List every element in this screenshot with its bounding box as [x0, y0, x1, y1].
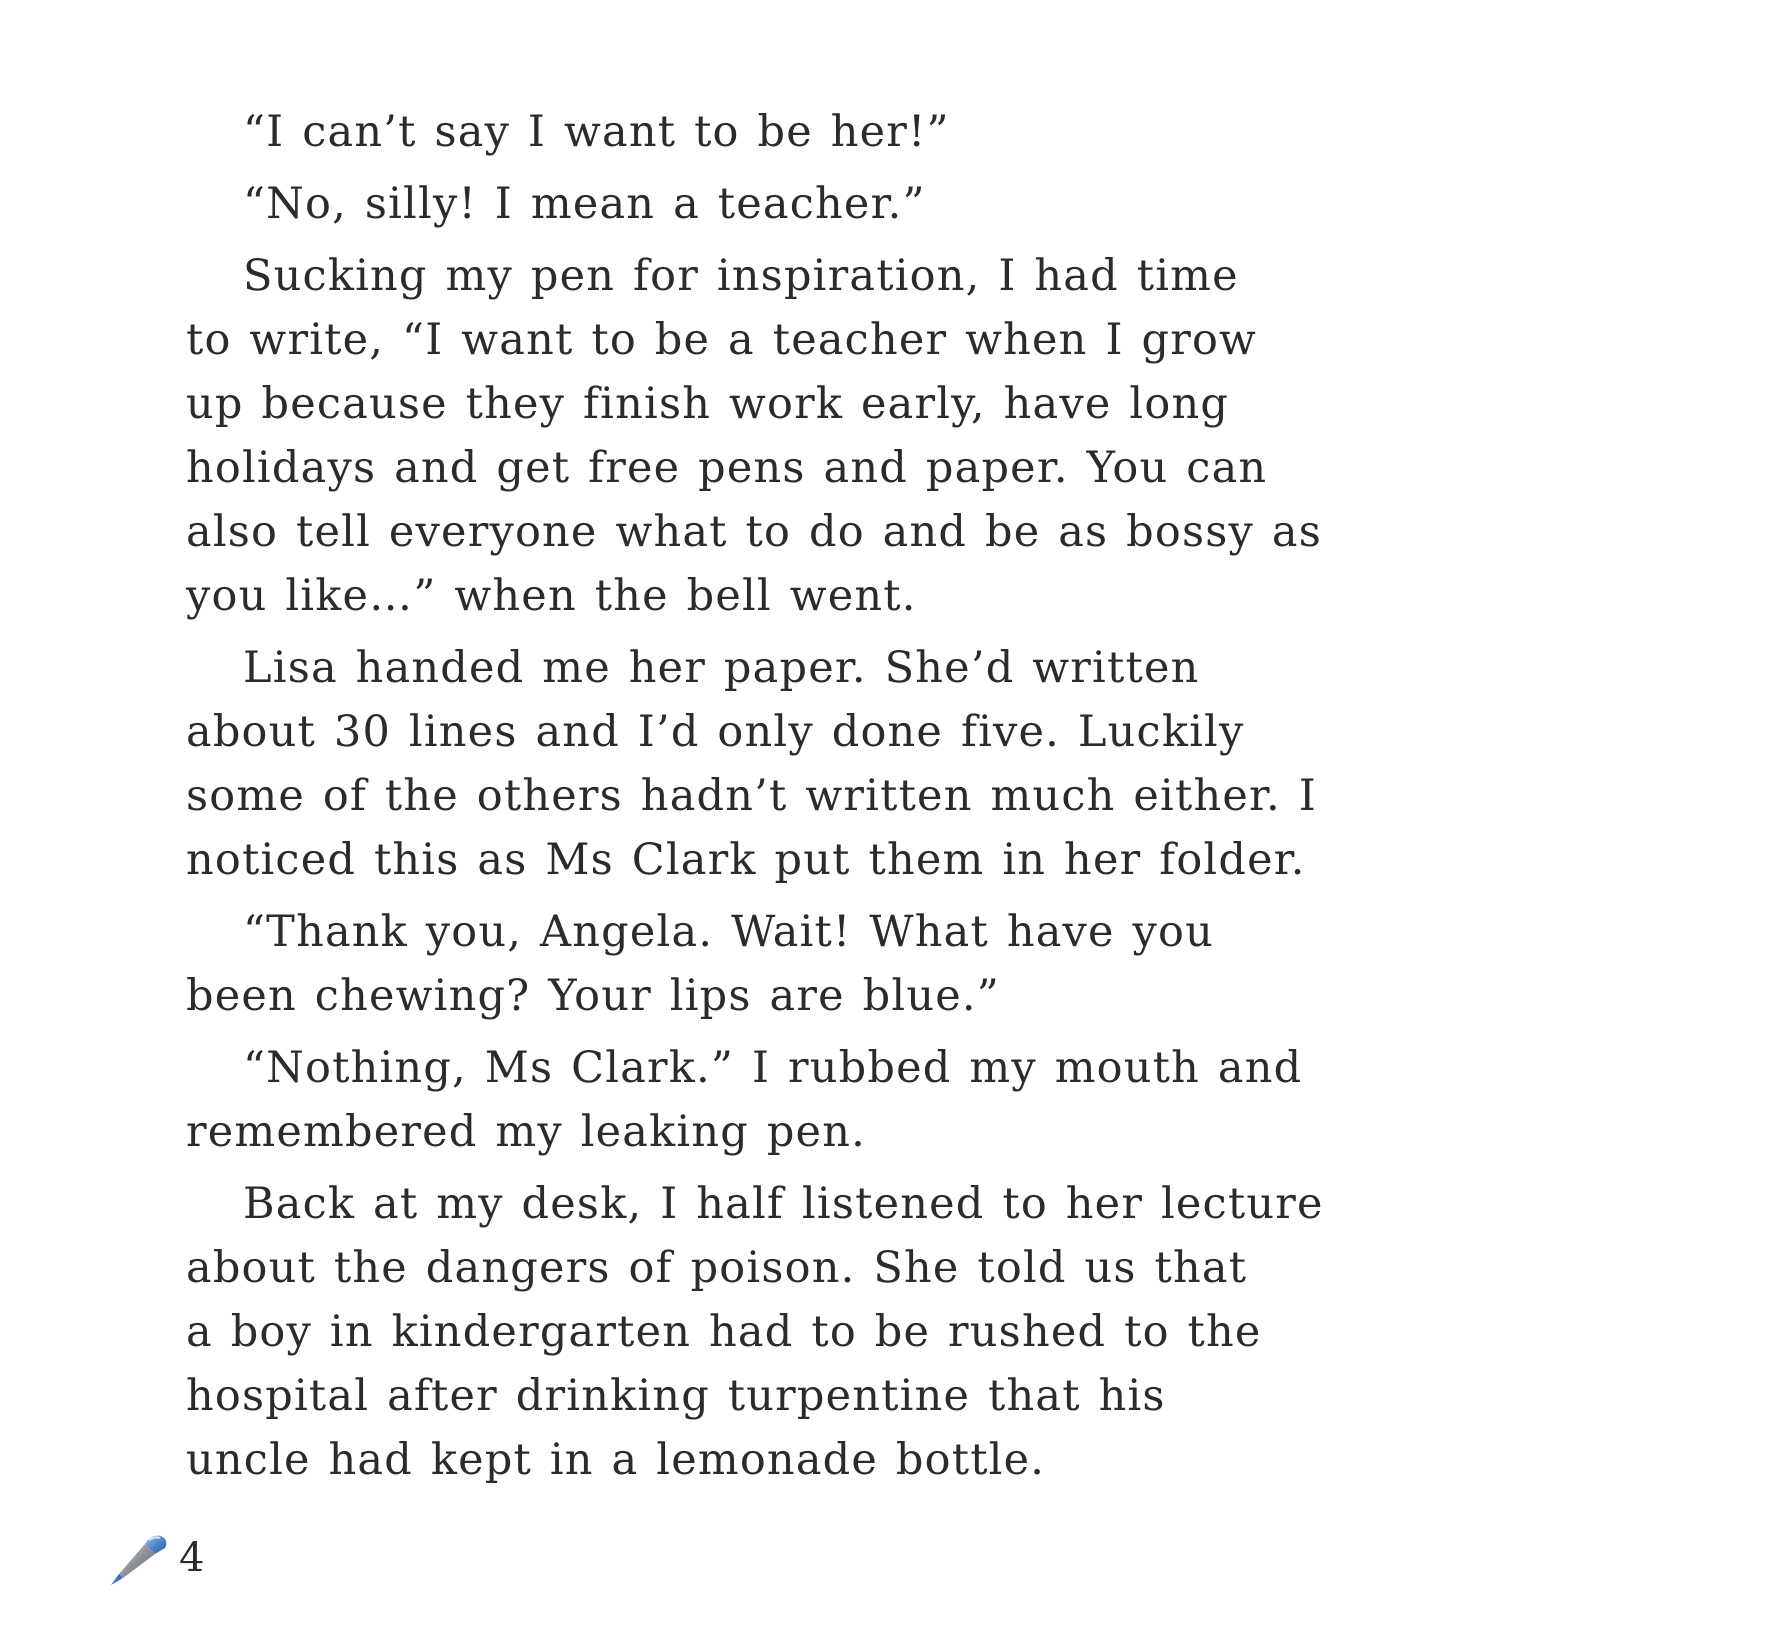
- paragraph-7: [186, 1172, 1646, 1492]
- text-line: been chewing? Your lips are blue.”: [186, 971, 1000, 1021]
- text-line: Lisa handed me her paper. She’d written: [243, 643, 1200, 693]
- text-line: about 30 lines and I’d only done five. Luckily: [186, 707, 1245, 757]
- text-line: up because they finish work early, have long: [186, 379, 1230, 429]
- paragraph-2: [186, 172, 1646, 236]
- text-line: “Thank you, Angela. Wait! What have you: [243, 907, 1215, 957]
- paragraph-3: [186, 244, 1646, 628]
- text-line: to write, “I want to be a teacher when I grow: [186, 315, 1258, 365]
- pen-icon: [105, 1530, 177, 1590]
- paragraph-5: [186, 900, 1646, 1028]
- paragraph-6: [186, 1036, 1646, 1164]
- text-line: you like…” when the bell went.: [186, 571, 917, 621]
- text-line: uncle had kept in a lemonade bottle.: [186, 1435, 1046, 1485]
- text-line: Sucking my pen for inspiration, I had time: [243, 251, 1239, 301]
- paragraph-1: [186, 100, 1646, 164]
- text-line: “I can’t say I want to be her!”: [243, 107, 950, 157]
- page-footer: [105, 1530, 305, 1590]
- text-line: “No, silly! I mean a teacher.”: [243, 179, 926, 229]
- text-line: remembered my leaking pen.: [186, 1107, 866, 1157]
- text-line: “Nothing, Ms Clark.” I rubbed my mouth and: [243, 1043, 1303, 1093]
- paragraph-4: [186, 636, 1646, 892]
- text-line: hospital after drinking turpentine that his: [186, 1371, 1166, 1421]
- text-line: about the dangers of poison. She told us that: [186, 1243, 1248, 1293]
- text-line: a boy in kindergarten had to be rushed to the: [186, 1307, 1262, 1357]
- text-line: noticed this as Ms Clark put them in her folder.: [186, 835, 1306, 885]
- page-number: 4: [179, 1535, 205, 1581]
- text-line: some of the others hadn’t written much either. I: [186, 771, 1317, 821]
- text-line: holidays and get free pens and paper. You can: [186, 443, 1268, 493]
- text-line: also tell everyone what to do and be as bossy as: [186, 507, 1322, 557]
- story-text: [186, 100, 1646, 1500]
- text-line: Back at my desk, I half listened to her lecture: [243, 1179, 1324, 1229]
